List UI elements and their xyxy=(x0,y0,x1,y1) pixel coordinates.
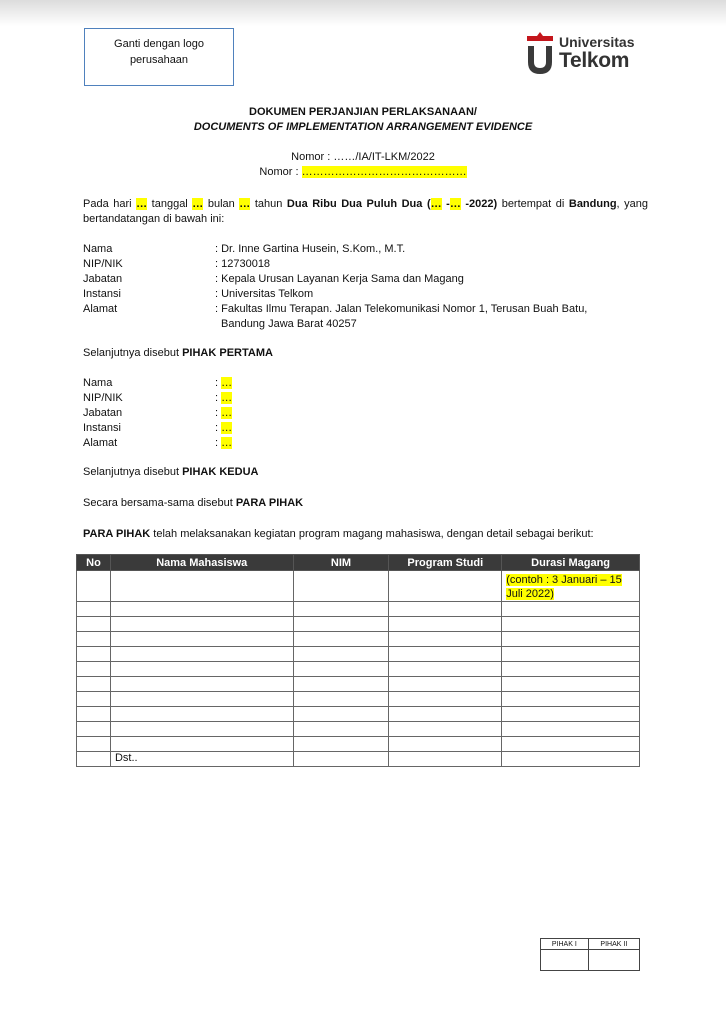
table-row xyxy=(77,617,640,632)
table-row xyxy=(77,647,640,662)
label-text: telah melaksanakan kegiatan program magang mahasiswa, dengan detail sebagai berikut: xyxy=(150,528,594,540)
table-cell[interactable] xyxy=(502,647,640,662)
field-value: : Kepala Urusan Layanan Kerja Sama dan Magang xyxy=(215,273,464,285)
field-label: Nama xyxy=(83,377,113,389)
field-value: : … xyxy=(215,407,233,419)
header-no: No xyxy=(77,555,111,571)
table-row xyxy=(77,571,640,602)
field-blank: … xyxy=(221,422,233,434)
student-table xyxy=(76,554,640,767)
header-program-studi: Program Studi xyxy=(389,555,502,571)
field-blank: … xyxy=(221,392,233,404)
table-cell[interactable] xyxy=(502,632,640,647)
blank-date-day: … xyxy=(430,198,442,210)
table-cell[interactable] xyxy=(502,722,640,737)
table-cell[interactable] xyxy=(77,677,111,692)
nomor-line1: Nomor : ……/IA/IT-LKM/2022 xyxy=(291,151,435,163)
table-cell[interactable] xyxy=(77,602,111,617)
blank-date-month: … xyxy=(449,198,461,210)
pihak-i-signature-cell[interactable] xyxy=(541,950,589,971)
field-value: : 12730018 xyxy=(215,258,271,270)
blank-bulan: … xyxy=(239,198,251,210)
table-cell[interactable] xyxy=(389,692,502,707)
para-pihak-label xyxy=(83,497,303,509)
pihak-pertama-label xyxy=(83,347,273,359)
table-cell[interactable] xyxy=(110,647,293,662)
table-row xyxy=(77,752,640,767)
field-value: : Dr. Inne Gartina Husein, S.Kom., M.T. xyxy=(215,243,406,255)
field-label: Nama xyxy=(83,243,113,255)
telkom-emblem-icon xyxy=(525,32,555,76)
table-cell-dst: Dst.. xyxy=(110,752,293,767)
logo-text-telkom: Telkom xyxy=(559,49,630,72)
field-value: : … xyxy=(215,422,233,434)
header-durasi-magang: Durasi Magang xyxy=(502,555,640,571)
blank-hari: … xyxy=(136,198,148,210)
field-label: Jabatan xyxy=(83,273,123,285)
table-cell[interactable] xyxy=(77,662,111,677)
field-value: Bandung Jawa Barat 40257 xyxy=(221,318,357,330)
intro-text: Pada hari xyxy=(83,198,137,210)
intro-paragraph xyxy=(83,197,648,227)
intro-text: ( xyxy=(422,198,431,210)
logo-text-universitas: Universitas xyxy=(559,34,635,50)
table-cell[interactable] xyxy=(77,722,111,737)
table-cell[interactable] xyxy=(110,707,293,722)
intro-text: , yang bertandatangan di bawah ini: xyxy=(83,198,648,225)
field-value: : Fakultas Ilmu Terapan. Jalan Telekomunikasi Nomor 1, Terusan Buah Batu, xyxy=(215,303,588,315)
table-cell[interactable] xyxy=(110,632,293,647)
table-cell[interactable] xyxy=(293,617,389,632)
table-cell[interactable] xyxy=(110,692,293,707)
intro-text: bulan xyxy=(203,198,240,210)
field-blank: … xyxy=(221,377,233,389)
table-cell[interactable] xyxy=(293,662,389,677)
table-row xyxy=(77,737,640,752)
header-nama-mahasiswa: Nama Mahasiswa xyxy=(110,555,293,571)
table-cell[interactable] xyxy=(502,707,640,722)
logo-placeholder-line1: Ganti dengan logo xyxy=(114,38,204,50)
top-shade xyxy=(0,0,726,26)
table-cell[interactable] xyxy=(110,571,293,602)
table-cell[interactable] xyxy=(77,752,111,767)
table-cell[interactable] xyxy=(389,737,502,752)
field-blank: … xyxy=(221,437,233,449)
field-label: NIP/NIK xyxy=(83,258,123,270)
year-words: Dua Ribu Dua Puluh Dua xyxy=(286,198,423,210)
company-logo-placeholder xyxy=(84,28,234,86)
example-duration: (contoh : 3 Januari – 15 Juli 2022) xyxy=(506,574,622,600)
table-cell[interactable] xyxy=(389,752,502,767)
city: Bandung xyxy=(568,198,617,210)
table-cell[interactable] xyxy=(389,707,502,722)
document-title: DOKUMEN PERJANJIAN PERLAKSANAAN/ xyxy=(249,106,477,118)
table-cell[interactable] xyxy=(502,617,640,632)
nomor-line2 xyxy=(0,166,726,178)
table-cell[interactable] xyxy=(77,707,111,722)
table-cell[interactable] xyxy=(293,752,389,767)
table-cell[interactable] xyxy=(293,602,389,617)
document-subtitle: DOCUMENTS OF IMPLEMENTATION ARRANGEMENT EVIDENCE xyxy=(193,121,533,133)
pihak-signature-box xyxy=(540,938,640,971)
table-cell[interactable] xyxy=(389,722,502,737)
logo-placeholder-line2: perusahaan xyxy=(129,54,189,66)
table-cell[interactable] xyxy=(110,602,293,617)
table-cell[interactable] xyxy=(389,662,502,677)
pihak-ii-signature-cell[interactable] xyxy=(588,950,639,971)
table-cell[interactable] xyxy=(293,632,389,647)
field-label: Jabatan xyxy=(83,407,123,419)
intro-text: -2022) xyxy=(460,198,498,210)
table-cell[interactable] xyxy=(502,571,640,602)
table-cell[interactable] xyxy=(502,752,640,767)
table-cell[interactable] xyxy=(389,602,502,617)
table-cell[interactable] xyxy=(389,632,502,647)
table-cell[interactable] xyxy=(77,647,111,662)
table-cell[interactable] xyxy=(293,707,389,722)
field-label: Alamat xyxy=(83,437,118,449)
field-value: : … xyxy=(215,437,233,449)
table-cell[interactable] xyxy=(389,571,502,602)
blank-tanggal: … xyxy=(192,198,204,210)
university-logo xyxy=(525,32,655,78)
field-blank: … xyxy=(221,407,233,419)
table-cell[interactable] xyxy=(293,737,389,752)
pihak-ii-label: PIHAK II xyxy=(588,939,639,950)
table-cell[interactable] xyxy=(110,722,293,737)
field-value: : Universitas Telkom xyxy=(215,288,314,300)
label-bold: PIHAK KEDUA xyxy=(182,466,259,478)
table-header-row xyxy=(77,555,640,571)
table-cell[interactable] xyxy=(110,617,293,632)
table-row xyxy=(77,632,640,647)
table-cell[interactable] xyxy=(293,647,389,662)
intro-text: - xyxy=(441,198,450,210)
intro-text: tahun xyxy=(250,198,287,210)
table-cell[interactable] xyxy=(110,677,293,692)
table-cell[interactable] xyxy=(77,571,111,602)
table-cell[interactable] xyxy=(502,692,640,707)
table-cell[interactable] xyxy=(389,677,502,692)
table-row xyxy=(77,602,640,617)
table-row xyxy=(77,677,640,692)
table-cell[interactable] xyxy=(77,617,111,632)
table-cell[interactable] xyxy=(77,692,111,707)
table-row xyxy=(77,692,640,707)
table-cell[interactable] xyxy=(77,737,111,752)
field-label: Instansi xyxy=(83,288,121,300)
table-cell[interactable] xyxy=(502,662,640,677)
field-label: Alamat xyxy=(83,303,118,315)
para-pihak-statement xyxy=(83,528,594,540)
table-row xyxy=(77,707,640,722)
field-value: : … xyxy=(215,377,233,389)
table-cell[interactable] xyxy=(293,677,389,692)
label-bold: PARA PIHAK xyxy=(83,528,151,540)
field-label: NIP/NIK xyxy=(83,392,123,404)
table-row xyxy=(77,662,640,677)
table-cell[interactable] xyxy=(293,722,389,737)
nomor-line2-value: ……………………………………… xyxy=(301,166,467,178)
table-cell[interactable] xyxy=(110,662,293,677)
pihak-kedua-label xyxy=(83,466,258,478)
table-cell[interactable] xyxy=(293,692,389,707)
intro-text: tanggal xyxy=(147,198,193,210)
table-cell[interactable] xyxy=(502,677,640,692)
table-cell[interactable] xyxy=(502,602,640,617)
table-row xyxy=(77,722,640,737)
table-cell[interactable] xyxy=(389,647,502,662)
field-label: Instansi xyxy=(83,422,121,434)
table-cell[interactable] xyxy=(293,571,389,602)
field-value: : … xyxy=(215,392,233,404)
intro-text: bertempat di xyxy=(497,198,569,210)
label-text: Selanjutnya disebut xyxy=(83,466,183,478)
table-cell[interactable] xyxy=(77,632,111,647)
table-cell[interactable] xyxy=(502,737,640,752)
label-text: Selanjutnya disebut xyxy=(83,347,183,359)
header-nim: NIM xyxy=(293,555,389,571)
label-text: Secara bersama-sama disebut xyxy=(83,497,236,509)
nomor-line2-label: Nomor : xyxy=(259,166,302,178)
label-bold: PARA PIHAK xyxy=(235,497,304,509)
table-cell[interactable] xyxy=(389,617,502,632)
pihak-i-label: PIHAK I xyxy=(541,939,589,950)
label-bold: PIHAK PERTAMA xyxy=(182,347,273,359)
table-cell[interactable] xyxy=(110,737,293,752)
